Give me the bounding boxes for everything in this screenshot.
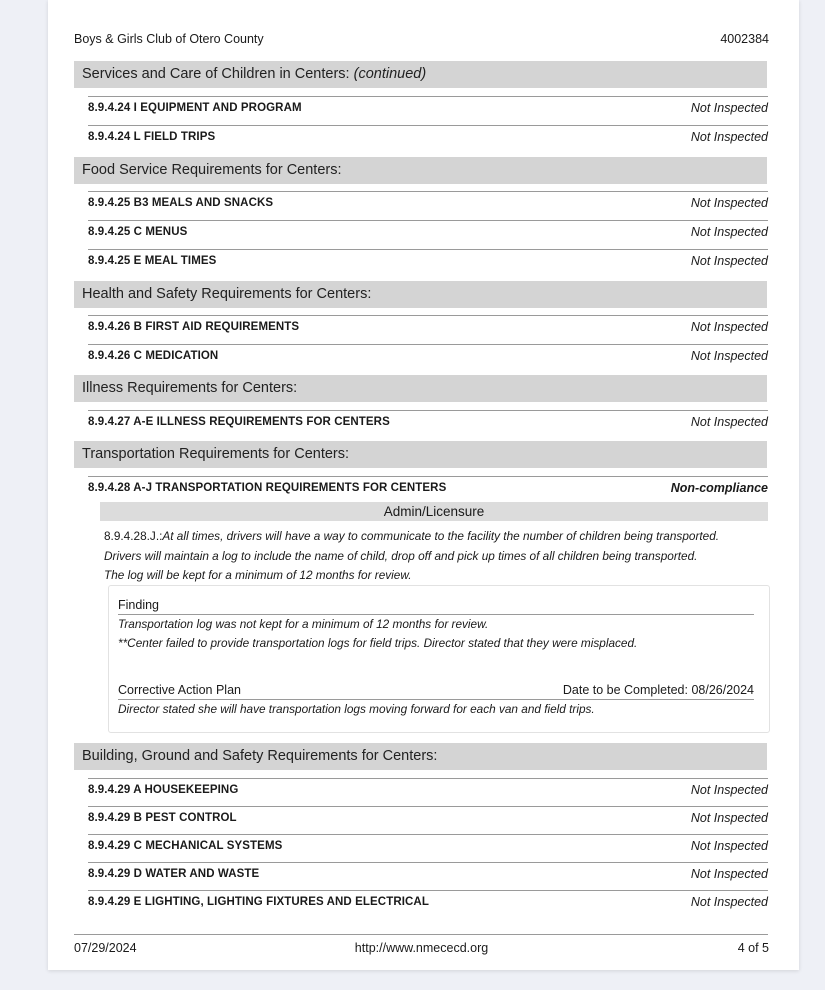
requirement-code: 8.9.4.26 C MEDICATION <box>88 350 219 362</box>
rule <box>88 315 768 316</box>
regulation-line: Drivers will maintain a log to include the name of child, drop off and pick up times of all children being transported. <box>104 548 698 563</box>
requirement-row <box>88 251 768 271</box>
date-value: 08/26/2024 <box>691 683 754 697</box>
requirement-code: 8.9.4.29 B PEST CONTROL <box>88 812 237 824</box>
requirement-code: 8.9.4.29 D WATER AND WASTE <box>88 868 260 880</box>
section-header-food-service <box>74 157 767 184</box>
section-suffix: (continued) <box>353 66 427 82</box>
rule <box>88 476 768 477</box>
requirement-code: 8.9.4.25 C MENUS <box>88 226 188 238</box>
rule <box>88 220 768 221</box>
requirement-status: Non-compliance <box>670 481 768 495</box>
requirement-row <box>88 127 768 147</box>
regulation-text <box>104 527 768 586</box>
requirement-status: Not Inspected <box>690 895 768 909</box>
requirement-row <box>88 780 768 800</box>
regulation-line: The log will be kept for a minimum of 12 months for review. <box>104 568 412 582</box>
requirement-status: Not Inspected <box>690 130 768 144</box>
finding-label: Finding <box>118 598 159 612</box>
completion-date <box>563 683 754 697</box>
rule <box>118 614 754 615</box>
section-title: Transportation Requirements for Centers: <box>82 446 350 462</box>
document-page <box>48 0 799 970</box>
requirement-status: Not Inspected <box>690 254 768 268</box>
requirement-status: Not Inspected <box>690 783 768 797</box>
section-title: Building, Ground and Safety Requirements for Centers: <box>82 748 438 764</box>
rule <box>88 806 768 807</box>
requirement-code: 8.9.4.24 L FIELD TRIPS <box>88 131 216 143</box>
finding-text: Transportation log was not kept for a minimum of 12 months for review. <box>118 617 489 631</box>
requirement-code: 8.9.4.29 E LIGHTING, LIGHTING FIXTURES AND ELECTRICAL <box>88 896 429 908</box>
footer-url[interactable]: http://www.nmececd.org <box>354 941 489 955</box>
requirement-status: Not Inspected <box>690 415 768 429</box>
rule <box>118 699 754 700</box>
section-header-services-care <box>74 61 767 88</box>
violation-category: Admin/Licensure <box>100 502 768 521</box>
section-title: Illness Requirements for Centers: <box>82 380 298 396</box>
requirement-row <box>88 98 768 118</box>
requirement-status: Not Inspected <box>690 811 768 825</box>
section-header-building-ground <box>74 743 767 770</box>
requirement-status: Not Inspected <box>690 839 768 853</box>
rule <box>88 778 768 779</box>
requirement-status: Not Inspected <box>690 349 768 363</box>
section-header-transportation <box>74 441 767 468</box>
rule <box>88 125 768 126</box>
section-header-illness <box>74 375 767 402</box>
rule <box>88 191 768 192</box>
requirement-status: Not Inspected <box>690 225 768 239</box>
section-header-health-safety <box>74 281 767 308</box>
finding-text: **Center failed to provide transportation logs for field trips. Director stated that they were misplaced. <box>118 636 638 650</box>
requirement-status: Not Inspected <box>690 101 768 115</box>
rule <box>88 862 768 863</box>
facility-id: 4002384 <box>720 32 769 46</box>
report-date: 07/29/2024 <box>74 941 137 955</box>
requirement-code: 8.9.4.27 A-E ILLNESS REQUIREMENTS FOR CENTERS <box>88 416 390 428</box>
regulation-line-text: At all times, drivers will have a way to communicate to the facility the number of children being transported. <box>162 529 720 543</box>
rule <box>88 96 768 97</box>
requirement-row <box>88 317 768 337</box>
requirement-code: 8.9.4.25 B3 MEALS AND SNACKS <box>88 197 274 209</box>
requirement-code: 8.9.4.29 A HOUSEKEEPING <box>88 784 239 796</box>
requirement-row <box>88 412 768 432</box>
page-number: 4 of 5 <box>737 941 769 955</box>
page-footer <box>74 941 769 959</box>
cap-text: Director stated she will have transportation logs moving forward for each van and field trips. <box>118 702 595 716</box>
rule <box>88 410 768 411</box>
section-title: Food Service Requirements for Centers: <box>82 162 342 178</box>
requirement-code: 8.9.4.29 C MECHANICAL SYSTEMS <box>88 840 283 852</box>
requirement-row <box>88 346 768 366</box>
footer-rule <box>74 934 768 935</box>
rule <box>88 344 768 345</box>
requirement-code: 8.9.4.24 I EQUIPMENT AND PROGRAM <box>88 102 302 114</box>
date-label: Date to be Completed: <box>562 683 688 697</box>
section-title: Services and Care of Children in Centers: <box>82 66 350 82</box>
regulation-line <box>104 527 768 547</box>
requirement-row <box>88 222 768 242</box>
org-name: Boys & Girls Club of Otero County <box>74 32 264 46</box>
rule <box>88 834 768 835</box>
requirement-row <box>88 892 768 912</box>
regulation-ref: 8.9.4.28.J.: <box>104 529 163 543</box>
requirement-row <box>88 193 768 213</box>
requirement-status: Not Inspected <box>690 196 768 210</box>
requirement-status: Not Inspected <box>690 867 768 881</box>
requirement-code: 8.9.4.26 B FIRST AID REQUIREMENTS <box>88 321 300 333</box>
requirement-row-noncompliance <box>88 478 768 498</box>
requirement-status: Not Inspected <box>690 320 768 334</box>
requirement-code: 8.9.4.25 E MEAL TIMES <box>88 255 217 267</box>
section-title: Health and Safety Requirements for Centers: <box>82 286 372 302</box>
requirement-row <box>88 836 768 856</box>
page-header <box>74 32 769 50</box>
cap-label: Corrective Action Plan <box>118 683 241 697</box>
requirement-row <box>88 864 768 884</box>
requirement-code: 8.9.4.28 A-J TRANSPORTATION REQUIREMENTS FOR CENTERS <box>88 482 447 494</box>
rule <box>88 890 768 891</box>
rule <box>88 249 768 250</box>
requirement-row <box>88 808 768 828</box>
